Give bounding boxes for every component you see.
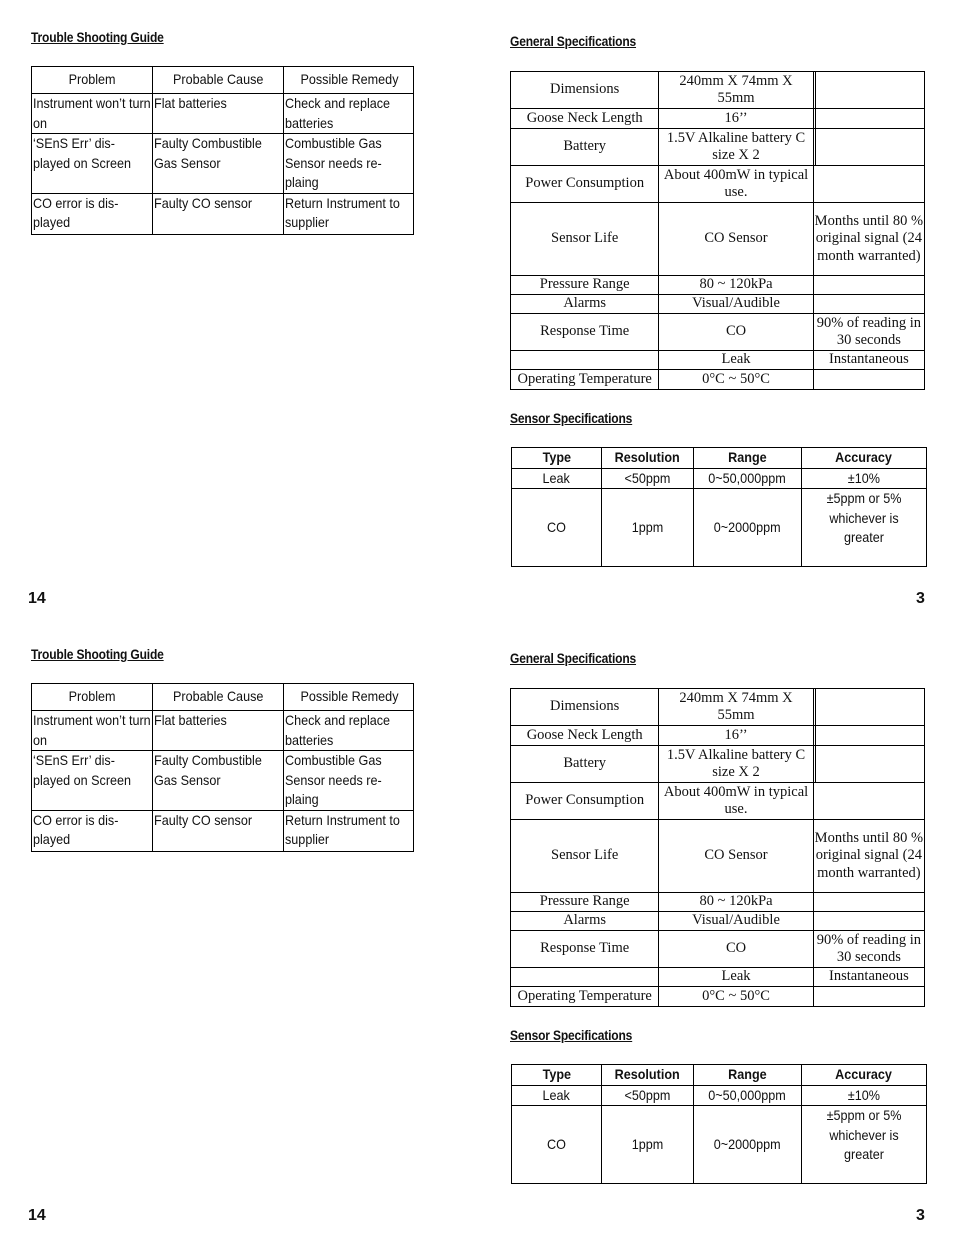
spec-label: Battery: [511, 129, 659, 166]
spec-label: Power Consumption: [511, 783, 659, 820]
general-spec-heading: General Specifications: [510, 33, 637, 49]
sensor-col-range: Range: [694, 448, 802, 469]
table-cell: Faulty CO sensor: [153, 810, 284, 851]
table-row: [512, 1106, 927, 1184]
table-row: [511, 987, 925, 1007]
spec-value: 16’’: [659, 109, 813, 129]
table-cell: ±10%: [802, 1085, 927, 1106]
sensor-header-row: [512, 1065, 927, 1086]
table-row: [511, 109, 925, 129]
spec-note: [813, 276, 924, 295]
table-cell: Faulty Combustible Gas Sensor: [153, 751, 284, 811]
spec-value: Visual/Audible: [659, 295, 813, 314]
trouble-header-row: [32, 67, 414, 94]
general-spec-heading: General Specifications: [510, 650, 637, 666]
spec-label: [511, 351, 659, 370]
spec-label: Dimensions: [511, 689, 659, 726]
spec-note: [813, 783, 924, 820]
spec-note: [813, 129, 924, 166]
spec-note: [813, 689, 924, 726]
table-row: [511, 72, 925, 109]
spec-value: 16’’: [659, 726, 813, 746]
table-row: [512, 1085, 927, 1106]
table-row: [511, 351, 925, 370]
spec-label: Alarms: [511, 912, 659, 931]
table-row: [511, 912, 925, 931]
table-cell: Return Instrument to supplier: [284, 810, 414, 851]
spec-value: 1.5V Alkaline battery C size X 2: [659, 746, 813, 783]
spec-note: [813, 893, 924, 912]
table-row: [511, 726, 925, 746]
table-cell: ±5ppm or 5% whichever is greater: [802, 1106, 927, 1184]
trouble-col-cause: Probable Cause: [153, 684, 284, 711]
spec-note: Months until 80 % original signal (24 month warranted): [813, 820, 924, 893]
table-row: [32, 193, 414, 234]
spec-label: [511, 968, 659, 987]
table-cell: CO: [512, 1106, 602, 1184]
table-cell: 0~50,000ppm: [694, 468, 802, 489]
spec-value: 0°C ~ 50°C: [659, 370, 813, 390]
table-row: [511, 820, 925, 893]
table-cell: 0~50,000ppm: [694, 1085, 802, 1106]
trouble-col-cause: Probable Cause: [153, 67, 284, 94]
spec-label: Operating Temperature: [511, 370, 659, 390]
table-row: [32, 711, 414, 751]
spec-note: [813, 912, 924, 931]
spec-value: 80 ~ 120kPa: [659, 893, 813, 912]
table-row: [512, 489, 927, 567]
spec-label: Operating Temperature: [511, 987, 659, 1007]
table-cell: CO: [512, 489, 602, 567]
spec-label: Battery: [511, 746, 659, 783]
table-cell: 1ppm: [602, 489, 694, 567]
spec-label: Sensor Life: [511, 203, 659, 276]
spec-label: Sensor Life: [511, 820, 659, 893]
trouble-col-remedy: Possible Remedy: [284, 67, 414, 94]
table-cell: 0~2000ppm: [694, 489, 802, 567]
sensor-spec-heading: Sensor Specifications: [510, 1027, 633, 1043]
table-row: [512, 468, 927, 489]
spec-note: [813, 295, 924, 314]
table-cell: Leak: [512, 468, 602, 489]
table-row: [32, 810, 414, 851]
spec-note: 90% of reading in 30 seconds: [813, 931, 924, 968]
trouble-table: [31, 66, 414, 235]
spec-value: CO: [659, 314, 813, 351]
spec-value: CO Sensor: [659, 820, 813, 893]
table-cell: Flat batteries: [153, 94, 284, 134]
spec-note: [813, 987, 924, 1007]
table-row: [511, 968, 925, 987]
spec-value: 1.5V Alkaline battery C size X 2: [659, 129, 813, 166]
table-row: [511, 314, 925, 351]
sensor-col-accuracy: Accuracy: [802, 448, 927, 469]
table-cell: Faulty CO sensor: [153, 193, 284, 234]
spec-value: About 400mW in typical use.: [659, 783, 813, 820]
spread-top: [0, 0, 954, 617]
spec-note: Instantaneous: [813, 968, 924, 987]
spec-value: Leak: [659, 351, 813, 370]
spec-value: About 400mW in typical use.: [659, 166, 813, 203]
spec-note: Instantaneous: [813, 351, 924, 370]
spec-value: Visual/Audible: [659, 912, 813, 931]
spec-label: Goose Neck Length: [511, 726, 659, 746]
spec-value: CO Sensor: [659, 203, 813, 276]
table-cell: Flat batteries: [153, 711, 284, 751]
table-row: [511, 689, 925, 726]
sensor-spec-table: [511, 1064, 927, 1184]
sensor-col-accuracy: Accuracy: [802, 1065, 927, 1086]
spec-note: Months until 80 % original signal (24 month warranted): [813, 203, 924, 276]
table-row: [511, 129, 925, 166]
page-number-right: 3: [916, 1207, 925, 1224]
spec-label: Power Consumption: [511, 166, 659, 203]
table-row: [511, 746, 925, 783]
spread-bottom: [0, 617, 954, 1234]
spec-note: [813, 370, 924, 390]
table-cell: Check and replace batteries: [284, 711, 414, 751]
table-cell: CO error is dis-played: [32, 193, 153, 234]
table-cell: Combustible Gas Sensor needs re-plaing: [284, 751, 414, 811]
spec-label: Response Time: [511, 931, 659, 968]
table-row: [32, 94, 414, 134]
table-cell: 0~2000ppm: [694, 1106, 802, 1184]
table-row: [511, 276, 925, 295]
table-cell: Combustible Gas Sensor needs re-plaing: [284, 134, 414, 194]
table-cell: Instrument won’t turn on: [32, 94, 153, 134]
sensor-col-range: Range: [694, 1065, 802, 1086]
table-row: [511, 893, 925, 912]
spec-label: Pressure Range: [511, 893, 659, 912]
table-row: [32, 751, 414, 811]
sensor-col-type: Type: [512, 448, 602, 469]
sensor-spec-table: [511, 447, 927, 567]
spec-note: [813, 726, 924, 746]
table-row: [511, 370, 925, 390]
table-cell: CO error is dis-played: [32, 810, 153, 851]
table-cell: ‘SEnS Err’ dis-played on Screen: [32, 134, 153, 194]
spec-value: Leak: [659, 968, 813, 987]
spec-label: Pressure Range: [511, 276, 659, 295]
trouble-col-problem: Problem: [32, 684, 153, 711]
spec-value: 0°C ~ 50°C: [659, 987, 813, 1007]
spec-label: Goose Neck Length: [511, 109, 659, 129]
trouble-table: [31, 683, 414, 852]
spec-label: Response Time: [511, 314, 659, 351]
spec-value: CO: [659, 931, 813, 968]
spec-note: [813, 746, 924, 783]
trouble-heading: Trouble Shooting Guide: [31, 646, 164, 662]
sensor-header-row: [512, 448, 927, 469]
sensor-spec-heading: Sensor Specifications: [510, 410, 633, 426]
spec-value: 240mm X 74mm X 55mm: [659, 72, 813, 109]
spec-value: 240mm X 74mm X 55mm: [659, 689, 813, 726]
general-spec-table: [510, 688, 925, 1007]
general-spec-table: [510, 71, 925, 390]
trouble-col-problem: Problem: [32, 67, 153, 94]
page-number-right: 3: [916, 590, 925, 607]
table-cell: <50ppm: [602, 1085, 694, 1106]
spec-value: 80 ~ 120kPa: [659, 276, 813, 295]
table-cell: ±5ppm or 5% whichever is greater: [802, 489, 927, 567]
spec-note: [813, 166, 924, 203]
page-number-left: 14: [28, 1207, 46, 1224]
table-cell: ±10%: [802, 468, 927, 489]
table-cell: 1ppm: [602, 1106, 694, 1184]
table-row: [511, 295, 925, 314]
sensor-col-resolution: Resolution: [602, 1065, 694, 1086]
table-cell: <50ppm: [602, 468, 694, 489]
table-row: [511, 166, 925, 203]
spec-label: Alarms: [511, 295, 659, 314]
sensor-col-type: Type: [512, 1065, 602, 1086]
table-row: [511, 203, 925, 276]
table-row: [32, 134, 414, 194]
page-number-left: 14: [28, 590, 46, 607]
table-cell: Return Instrument to supplier: [284, 193, 414, 234]
trouble-heading: Trouble Shooting Guide: [31, 29, 164, 45]
spec-note: [813, 72, 924, 109]
spec-note: 90% of reading in 30 seconds: [813, 314, 924, 351]
trouble-header-row: [32, 684, 414, 711]
table-cell: ‘SEnS Err’ dis-played on Screen: [32, 751, 153, 811]
table-cell: Instrument won’t turn on: [32, 711, 153, 751]
spec-note: [813, 109, 924, 129]
table-row: [511, 783, 925, 820]
table-cell: Faulty Combustible Gas Sensor: [153, 134, 284, 194]
spec-label: Dimensions: [511, 72, 659, 109]
table-cell: Leak: [512, 1085, 602, 1106]
table-row: [511, 931, 925, 968]
trouble-col-remedy: Possible Remedy: [284, 684, 414, 711]
sensor-col-resolution: Resolution: [602, 448, 694, 469]
table-cell: Check and replace batteries: [284, 94, 414, 134]
